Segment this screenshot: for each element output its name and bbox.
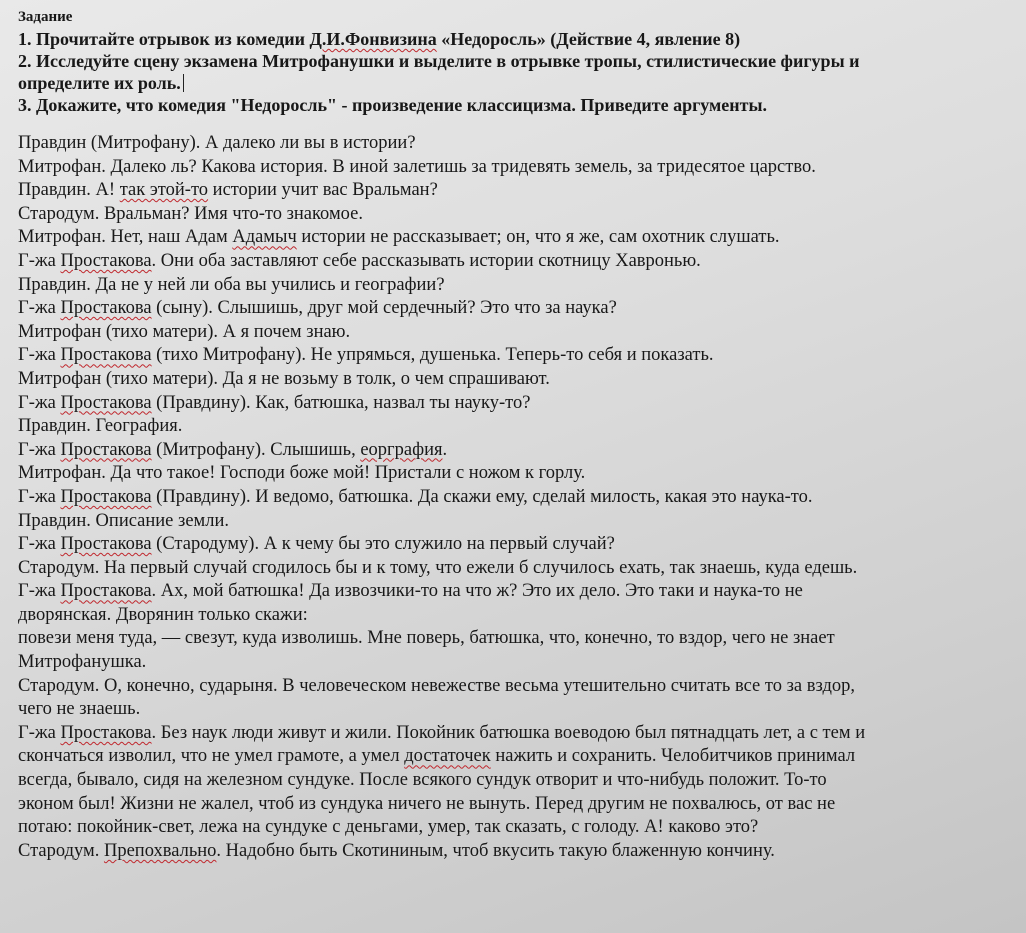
- dialogue-line: скончаться изволил, что не умел грамоте, а умел достаточек нажить и сохранить. Челобитчиков принимал: [18, 746, 856, 767]
- dialogue-line: Г-жа Простакова (Правдину). И ведомо, батюшка. Да скажи ему, сделай милость, какая это наука-то.: [18, 486, 813, 507]
- dialogue-line: Г-жа Простакова (Митрофану). Слышишь, еорграфия.: [18, 439, 448, 460]
- dialogue-line: Г-жа Простакова (тихо Митрофану). Не упрямься, душенька. Теперь-то себя и показать.: [18, 345, 714, 366]
- dialogue-line: Г-жа Простакова (сыну). Слышишь, друг мой сердечный? Это что за наука?: [18, 298, 617, 319]
- spellcheck-word[interactable]: Простакова: [60, 250, 152, 271]
- text-cursor: [183, 74, 184, 92]
- spellcheck-word[interactable]: Простакова: [60, 392, 152, 413]
- dialogue-line: потаю: покойник-свет, лежа на сундуке с деньгами, умер, так сказать, с голоду. А! каково это?: [18, 817, 759, 838]
- task-3: 3. Докажите, что комедия "Недоросль" - произведение классицизма. Приведите аргументы.: [18, 95, 768, 115]
- task-1: 1. Прочитайте отрывок из комедии Д.И.Фонвизина «Недоросль» (Действие 4, явление 8): [18, 29, 741, 49]
- dialogue-line: Правдин. Да не у ней ли оба вы учились и географии?: [18, 274, 445, 295]
- dialogue-line: Стародум. О, конечно, сударыня. В человеческом невежестве весьма утешительно считать все то за вздор,: [18, 675, 855, 696]
- assignment-heading: Задание: [18, 9, 73, 25]
- dialogue-line: Правдин (Митрофану). А далеко ли вы в истории?: [18, 133, 416, 153]
- spellcheck-word[interactable]: Простакова: [60, 722, 152, 743]
- spellcheck-word[interactable]: Простакова: [60, 581, 152, 602]
- dialogue-line: Г-жа Простакова. Они оба заставляют себе рассказывать истории скотницу Хавронью.: [18, 250, 701, 271]
- dialogue-line: Стародум. На первый случай сгодилось бы и к тому, что ежели б случилось ехать, так знаешь, куда едешь.: [18, 557, 858, 578]
- dialogue-line: Стародум. Препохвально. Надобно быть Скотининым, чтоб вкусить такую блаженную кончину.: [18, 840, 775, 861]
- dialogue-line: Г-жа Простакова (Правдину). Как, батюшка, назвал ты науку-то?: [18, 392, 531, 413]
- task-2-continued-text: определите их роль.: [18, 73, 181, 93]
- dialogue-line: Митрофан (тихо матери). А я почем знаю.: [18, 321, 351, 342]
- document-body: [18, 6, 1016, 863]
- spellcheck-word[interactable]: так этой-то: [119, 180, 209, 201]
- dialogue-line: Г-жа Простакова (Стародуму). А к чему бы это служило на первый случай?: [18, 534, 615, 555]
- dialogue-line: Митрофан. Да что такое! Господи боже мой! Пристали с ножом к горлу.: [18, 463, 586, 484]
- task-2-continued: [18, 72, 1016, 94]
- dialogue-line: дворянская. Дворянин только скажи:: [18, 604, 308, 625]
- spellcheck-word[interactable]: еорграфия: [360, 439, 443, 460]
- spellcheck-word[interactable]: достаточек: [404, 746, 491, 767]
- dialogue-line: Митрофан (тихо матери). Да я не возьму в толк, о чем спрашивают.: [18, 368, 550, 389]
- dialogue-line: Правдин. Описание земли.: [18, 510, 229, 531]
- spellcheck-word[interactable]: Д.И.Фонвизина: [309, 29, 437, 49]
- dialogue-line: повези меня туда, — свезут, куда изволишь. Мне поверь, батюшка, что, конечно, то вздор, чего не знает: [18, 628, 835, 649]
- dialogue-line: Правдин. А! так этой-то истории учит вас Вральман?: [18, 180, 438, 201]
- dialogue-line: Митрофан. Нет, наш Адам Адамыч истории не рассказывает; он, что я же, сам охотник слушать.: [18, 227, 780, 248]
- section-gap: [18, 116, 1016, 132]
- spellcheck-word[interactable]: Препохвально: [103, 840, 217, 861]
- dialogue-line: Митрофанушка.: [18, 652, 147, 673]
- spellcheck-word[interactable]: Простакова: [60, 534, 152, 555]
- spellcheck-word[interactable]: Простакова: [60, 439, 152, 460]
- spellcheck-word[interactable]: Простакова: [60, 345, 152, 366]
- spellcheck-word[interactable]: Простакова: [60, 298, 152, 319]
- spellcheck-word[interactable]: Адамыч: [232, 227, 297, 248]
- dialogue-line: всегда, бывало, сидя на железном сундуке. После всякого сундук отворит и что-нибудь положит. То-то: [18, 770, 827, 791]
- dialogue-line: Митрофан. Далеко ль? Какова история. В иной залетишь за тридевять земель, за тридесятое царство.: [18, 156, 816, 177]
- dialogue-line: Правдин. География.: [18, 416, 183, 437]
- dialogue-line: Стародум. Вральман? Имя что-то знакомое.: [18, 203, 363, 224]
- dialogue-line: эконом был! Жизни не жалел, чтоб из сундука ничего не вынуть. Перед другим не похвалюсь, от вас не: [18, 793, 836, 814]
- dialogue-line: чего не знаешь.: [18, 699, 141, 720]
- spellcheck-word[interactable]: Простакова: [60, 486, 152, 507]
- dialogue-line: Г-жа Простакова. Ах, мой батюшка! Да извозчики-то на что ж? Это их дело. Это таки и наука-то не: [18, 581, 803, 602]
- dialogue-line: Г-жа Простакова. Без наук люди живут и жили. Покойник батюшка воеводою был пятнадцать лет, а с тем и: [18, 722, 866, 743]
- task-2: 2. Исследуйте сцену экзамена Митрофанушки и выделите в отрывке тропы, стилистические фигуры и: [18, 51, 860, 71]
